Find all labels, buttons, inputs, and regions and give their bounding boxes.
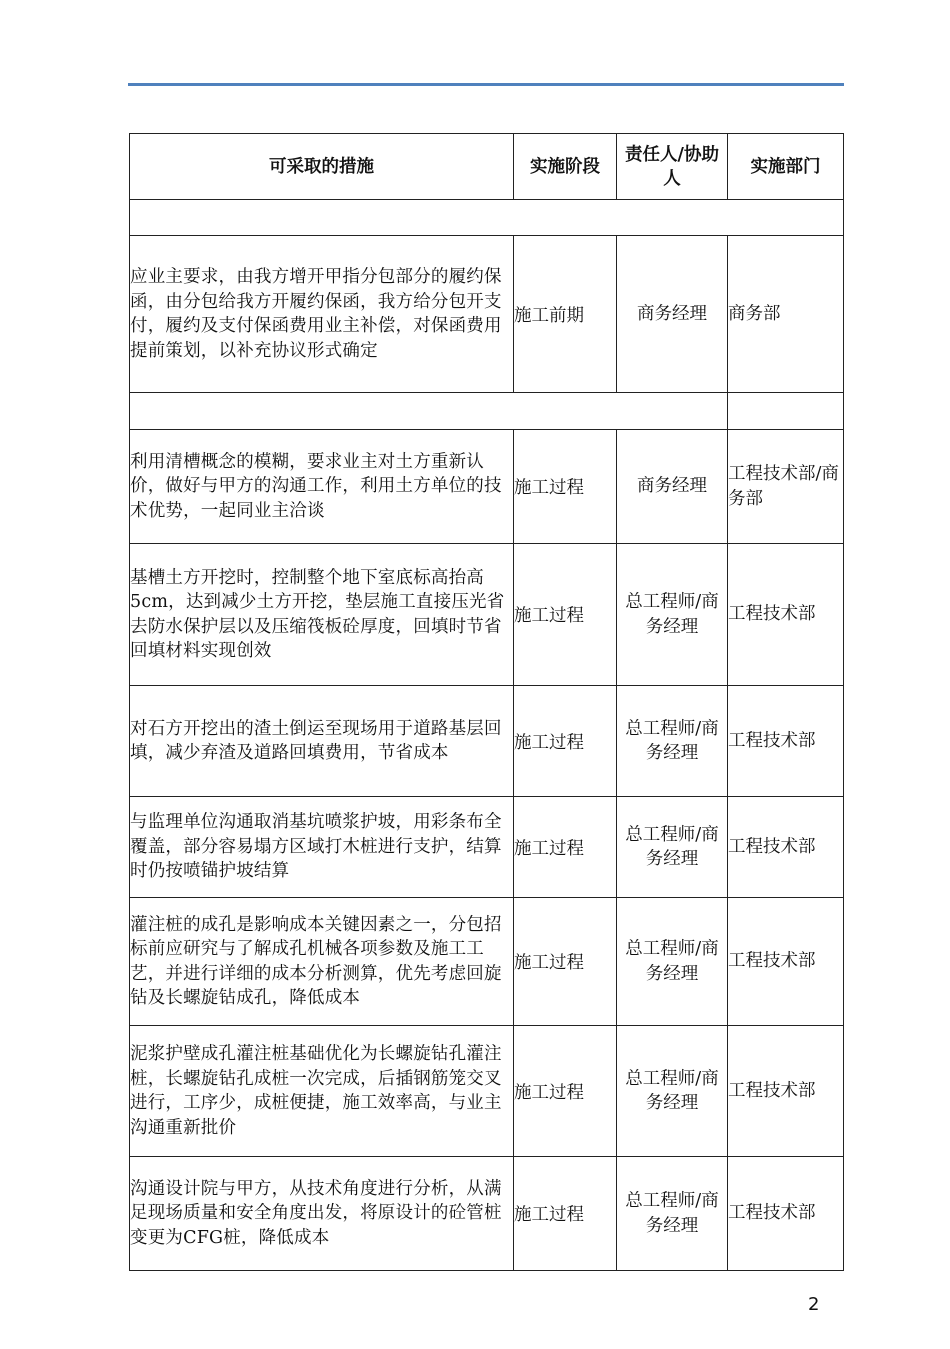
table-row [130, 1026, 844, 1157]
section-divider-row [130, 393, 844, 430]
measure-cell: 泥浆护壁成孔灌注桩基础优化为长螺旋钻孔灌注桩，长螺旋钻孔成桩一次完成，后插钢筋笼交叉进行，工序少，成桩便捷，施工效率高，与业主沟通重新批价 [130, 1026, 514, 1157]
header-dept: 实施部门 [728, 134, 844, 200]
header-measure: 可采取的措施 [130, 134, 514, 200]
dept-cell: 工程技术部 [728, 544, 844, 686]
stage-cell: 施工过程 [514, 797, 617, 898]
stage-cell: 施工过程 [514, 1157, 617, 1271]
cost-measures-table [129, 133, 844, 1271]
table-header-row [130, 134, 844, 200]
table-row [130, 544, 844, 686]
owner-cell: 商务经理 [617, 236, 728, 393]
owner-cell: 商务经理 [617, 430, 728, 544]
stage-cell: 施工过程 [514, 1026, 617, 1157]
header-stage: 实施阶段 [514, 134, 617, 200]
dept-cell: 工程技术部/商务部 [728, 430, 844, 544]
stage-cell: 施工过程 [514, 898, 617, 1026]
table-row [130, 898, 844, 1026]
dept-cell: 工程技术部 [728, 1026, 844, 1157]
table-row [130, 797, 844, 898]
header-rule [128, 83, 844, 86]
owner-cell: 总工程师/商务经理 [617, 1026, 728, 1157]
header-owner: 责任人/协助人 [617, 134, 728, 200]
page-number: 2 [808, 1294, 820, 1315]
measure-cell: 灌注桩的成孔是影响成本关键因素之一，分包招标前应研究与了解成孔机械各项参数及施工工艺，并进行详细的成本分析测算，优先考虑回旋钻及长螺旋钻成孔，降低成本 [130, 898, 514, 1026]
dept-cell: 工程技术部 [728, 797, 844, 898]
measure-cell: 基槽土方开挖时，控制整个地下室底标高抬高5cm，达到减少土方开挖，垫层施工直接压光省去防水保护层以及压缩筏板砼厚度，回填时节省回填材料实现创效 [130, 544, 514, 686]
dept-cell: 商务部 [728, 236, 844, 393]
table-row [130, 1157, 844, 1271]
stage-cell: 施工过程 [514, 544, 617, 686]
measure-cell: 利用清槽概念的模糊，要求业主对土方重新认价，做好与甲方的沟通工作，利用土方单位的技术优势，一起同业主洽谈 [130, 430, 514, 544]
table-row [130, 686, 844, 797]
owner-cell: 总工程师/商务经理 [617, 797, 728, 898]
section-divider-cell [130, 393, 728, 430]
owner-cell: 总工程师/商务经理 [617, 898, 728, 1026]
dept-cell: 工程技术部 [728, 686, 844, 797]
section-divider-cell [130, 200, 844, 236]
table-row [130, 236, 844, 393]
measure-cell: 沟通设计院与甲方，从技术角度进行分析，从满足现场质量和安全角度出发，将原设计的砼管桩变更为CFG桩，降低成本 [130, 1157, 514, 1271]
stage-cell: 施工过程 [514, 430, 617, 544]
owner-cell: 总工程师/商务经理 [617, 686, 728, 797]
measure-cell: 对石方开挖出的渣土倒运至现场用于道路基层回填，减少弃渣及道路回填费用，节省成本 [130, 686, 514, 797]
section-divider-row [130, 200, 844, 236]
owner-cell: 总工程师/商务经理 [617, 1157, 728, 1271]
dept-cell: 工程技术部 [728, 1157, 844, 1271]
measure-cell: 应业主要求，由我方增开甲指分包部分的履约保函，由分包给我方开履约保函，我方给分包开支付，履约及支付保函费用业主补偿，对保函费用提前策划，以补充协议形式确定 [130, 236, 514, 393]
stage-cell: 施工前期 [514, 236, 617, 393]
owner-cell: 总工程师/商务经理 [617, 544, 728, 686]
measure-cell: 与监理单位沟通取消基坑喷浆护坡，用彩条布全覆盖，部分容易塌方区域打木桩进行支护，结算时仍按喷锚护坡结算 [130, 797, 514, 898]
table-row [130, 430, 844, 544]
stage-cell: 施工过程 [514, 686, 617, 797]
dept-cell: 工程技术部 [728, 898, 844, 1026]
section-divider-cell [728, 393, 844, 430]
